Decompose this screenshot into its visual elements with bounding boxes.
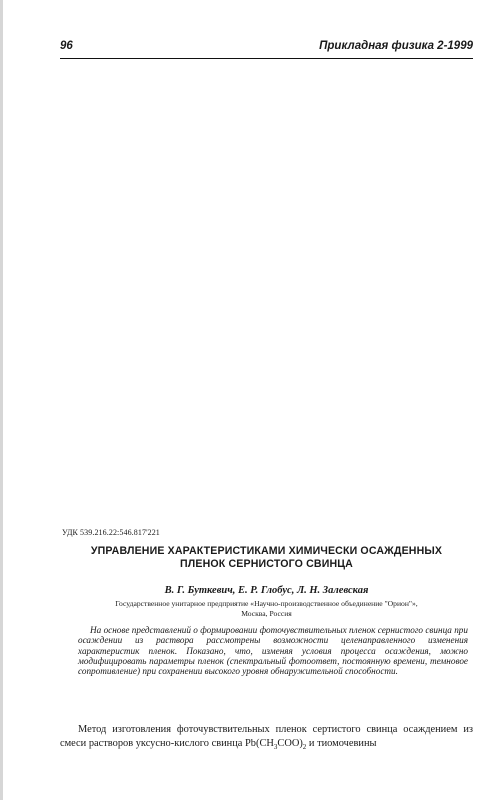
body-text-end: и тиомочевины (308, 737, 377, 749)
affiliation (60, 599, 473, 619)
chemical-formula: $Pb(CH_3COO)_2$ (245, 737, 307, 751)
abstract: На основе представлений о формировании фоточувствительных пленок сернистого свинца при осаждении из раствора рассмотрены возможности целенаправленного изменения характеристик пленок. Показано, что, изменяя условия процесса осаждения, можно модифицировать параметры пленок (спектральный фотоответ, постоянную времени, темновое сопротивление) при сохранении высокого уровня обнаружительной способности. (78, 625, 468, 677)
title-line-2: ПЛЕНОК СЕРНИСТОГО СВИНЦА (180, 558, 353, 570)
affiliation-line-2: Москва, Россия (241, 609, 292, 618)
body-text: Метод изготовления фоточувствительных пленок сертистого свинца осаждением из смеси растворов уксусно-кислого свинца (60, 724, 473, 749)
page-number: 96 (60, 40, 73, 52)
body-paragraph (60, 723, 473, 754)
running-header (60, 40, 473, 56)
affiliation-line-1: Государственное унитарное предприятие «Научно-производственное объединение "Орион"», (115, 599, 418, 608)
header-rule (60, 58, 473, 59)
authors: В. Г. Буткевич, Е. Р. Глобус, Л. Н. Залевская (164, 585, 369, 596)
article-title (60, 545, 473, 571)
title-line-1: УПРАВЛЕНИЕ ХАРАКТЕРИСТИКАМИ ХИМИЧЕСКИ ОСАЖДЕННЫХ (90, 545, 443, 557)
journal-title: Прикладная физика 2-1999 (319, 40, 473, 52)
page-edge (0, 0, 3, 800)
udc-code: УДК 539.216.22:546.817'221 (62, 528, 160, 537)
